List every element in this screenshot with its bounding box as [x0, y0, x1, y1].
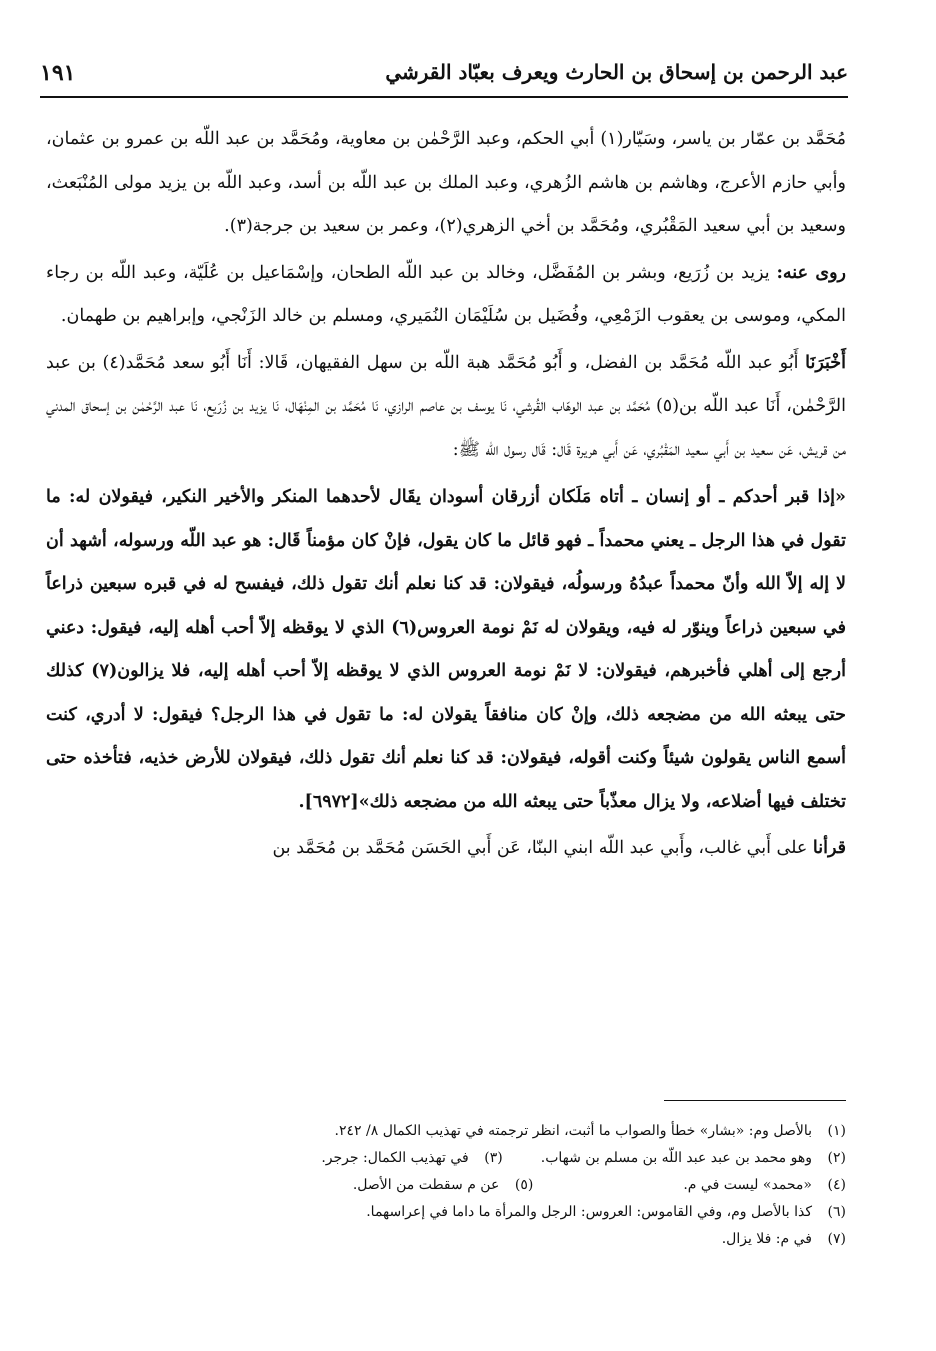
page-header	[40, 58, 848, 94]
footnote-text: في م: فلا يزال.	[721, 1231, 812, 1247]
footnote-rule	[664, 1100, 846, 1101]
footnote-cell	[353, 1172, 534, 1199]
footnote-row	[46, 1226, 846, 1253]
footnote-text: في تهذيب الكمال: جرجر.	[321, 1150, 469, 1166]
paragraph-text: يزيد بن زُرَيع، وبشر بن المُفَضَّل، وخالد بن عبد اللّه الطحان، وإسْمَاعيل بن عُلَيّة، وعبد اللّه بن رجاء المكي، وموسى بن يعقوب الزَمْعِي، وفُضَيل بن سُلَيْمَان النُمَيري، ومسلم بن خالد الزَنْجي، وإبراهيم بن طهمان.	[46, 262, 846, 326]
footnote-number: (٥)	[514, 1177, 534, 1193]
footnote-number: (٢)	[827, 1150, 846, 1166]
paragraph-text: على أَبي غالب، وأَبي عبد اللّه ابني البنّا، عَن أَبي الحَسَن مُحَمَّد بن مُحَمَّد بن	[272, 838, 813, 858]
footnote-number: (٦)	[827, 1204, 846, 1220]
paragraph-lead: روى عنه:	[776, 262, 846, 283]
footnote-row	[46, 1199, 846, 1226]
footnote-row	[46, 1145, 846, 1172]
footnote-text: بالأصل وم: «بشار» خطأ والصواب ما أثبت، انظر ترجمته في تهذيب الكمال ٨/ ٢٤٢.	[334, 1123, 812, 1139]
paragraph-hadith	[46, 476, 846, 824]
paragraph-continuation	[46, 827, 846, 871]
footnote-number: (١)	[827, 1123, 846, 1139]
footnotes	[46, 1118, 846, 1253]
footnote-number: (٣)	[484, 1150, 503, 1166]
footnote-cell	[683, 1172, 846, 1199]
footnote-number: (٧)	[827, 1231, 846, 1247]
paragraph-narrators-from	[46, 118, 846, 249]
hadith-text: «إذا قبر أحدكم ـ أو إنسان ـ أتاه مَلَكان أزرقان أسودان يقَال لأحدهما المنكر والأخير النكير، فيقولان له: ما تقول في هذا الرجل ـ يعني محمداً ـ فهو قائل ما كان يقول، فإنْ كان مؤمناً قَال: هو عبد اللّه ورسوله، أشهد أن لا إله إلاّ الله وأنّ محمداً عبدُهُ ورسولُه، فيقولان: قد كنا نعلم أنك تقول ذلك، فيفسح له في قبره سبعين ذراعاً في سبعين ذراعاً وينوّر له فيه، ويقولان له نَمْ نومة العروس(٦) الذي لا يوقظه إلاّ أحب أهله إليه، فيقول: دعني أرجع إلى أهلي فأخبرهم، فيقولان: لا نَمْ نومة العروس الذي لا يوقظه إلاّ أحب أهله إليه، فلا يزالون(٧) كذلك حتى يبعثه الله من مضجعه ذلك، وإنْ كان منافقاً يقولان له: ما تقول في هذا الرجل؟ فيقول: لا أدري، كنت أسمع الناس يقولون شيئاً وكنت أقوله، فيقولان: قد كنا نعلم أنك تقول ذلك، فيقولان للأرض خذيه، فتأخذه حتى تختلف فيها أضلاعه، ولا يزال معذّباً حتى يبعثه الله من مضجعه ذلك»[٦٩٧٢].	[46, 487, 847, 812]
footnote-number: (٤)	[827, 1177, 846, 1193]
footnote-cell	[541, 1145, 846, 1172]
footnote-row	[46, 1118, 846, 1145]
footnote-text: كذا بالأصل وم، وفي القاموس: العروس: الرجل والمرأة ما داما في إعراسهما.	[366, 1204, 812, 1220]
main-text	[46, 118, 846, 871]
footnote-text: «محمد» ليست في م.	[683, 1177, 812, 1193]
footnote-row	[46, 1172, 846, 1199]
paragraph-lead: أَخْبَرَنَا	[805, 352, 846, 373]
footnote-text: وهو محمد بن عبد عبد اللّه بن مسلم بن شهاب.	[540, 1150, 812, 1166]
header-rule	[40, 96, 848, 98]
running-title: عبد الرحمن بن إسحاق بن الحارث ويعرف بعبّاد القرشي	[385, 60, 848, 84]
footnote-text: عن م سقطت من الأصل.	[352, 1177, 500, 1193]
footnote-cell	[321, 1145, 502, 1172]
page-number: ١٩١	[40, 60, 76, 86]
paragraph-lead: قرأنا	[812, 838, 846, 858]
paragraph-narrated-by	[46, 252, 846, 339]
paragraph-text: مُحَمَّد بن عمّار بن ياسر، وسَيّار(١) أبي الحكم، وعبد الرَّحْمٰن بن معاوية، ومُحَمَّد بن عبد اللّه بن عمرو بن عثمان، وأبي حازم الأعرج، وهاشم بن هاشم الزُهري، وعبد الملك بن عبد اللّه بن أسد، وعبد اللّه بن يزيد مولى المُنْبَعث، وسعيد بن أبي سعيد المَقْبُري، ومُحَمَّد بن أخي الزهري(٢)، وعمر بن سعيد بن جرجة(٣).	[46, 129, 846, 236]
paragraph-text: أَبُو عبد اللّه مُحَمَّد بن الفضل، و أَبُو مُحَمَّد هبة اللّه بن سهل الفقيهان، قَالا: أَنَا أَبُو سعد مُحَمَّد(٤) بن عبد الرَّحْمٰن، أَنَا عبد اللّه بن(٥) مُحَمَّد بن عبد الوهّاب القُرشي، نَا يوسف بن عاصم الرازي، نَا مُحَمَّد بن المِنْهَال، نَا يزيد بن زُرَيع، نَا عبد الرَّحْمٰن بن إسحاق المدني من قريش، عَن سعيد بن أَبي سعيد المَقْبُري، عَن أَبي هريرة قَال: قَال رسول اللّه ﷺ:	[46, 352, 846, 460]
paragraph-isnad	[46, 342, 846, 473]
